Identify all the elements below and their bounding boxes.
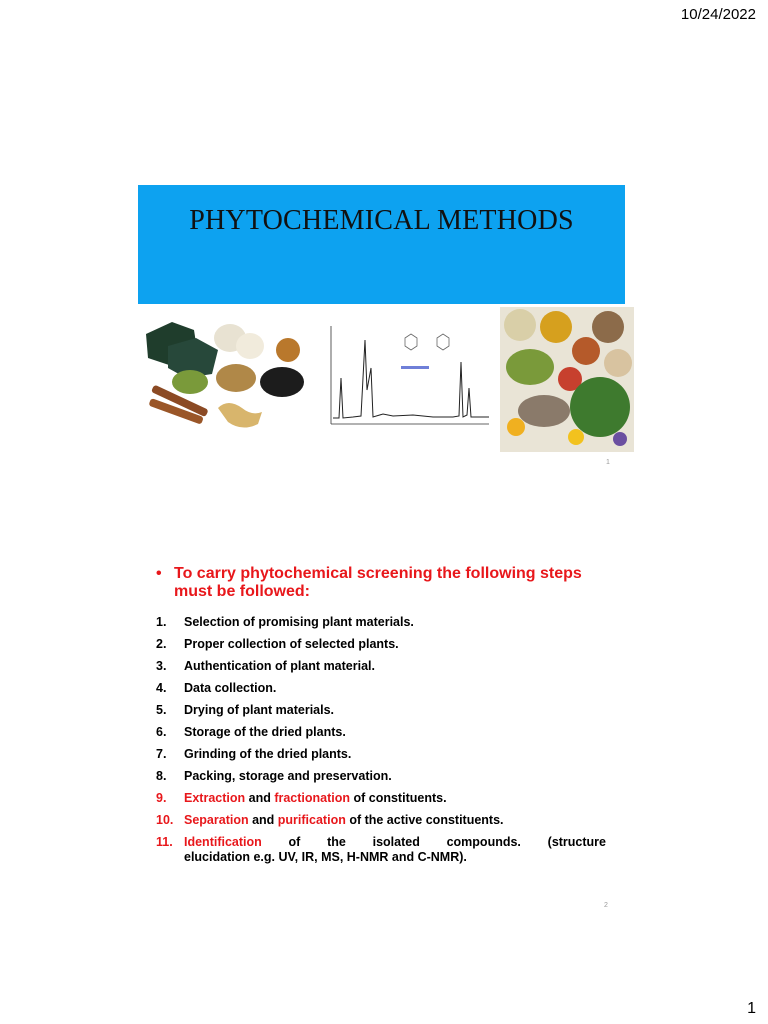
list-item: 8. Packing, storage and preservation. bbox=[156, 769, 392, 783]
list-item: 1. Selection of promising plant materials. bbox=[156, 615, 414, 629]
slide-number-2: 2 bbox=[604, 902, 608, 909]
list-item: 5. Drying of plant materials. bbox=[156, 703, 335, 717]
slide-number-1: 1 bbox=[606, 459, 610, 466]
steps-heading: • To carry phytochemical screening the following steps must be followed: bbox=[156, 565, 582, 600]
herbs-image bbox=[500, 307, 634, 452]
list-item: 4. Data collection. bbox=[156, 681, 277, 695]
list-item: 3. Authentication of plant material. bbox=[156, 659, 375, 673]
list-item: 7. Grinding of the dried plants. bbox=[156, 747, 352, 761]
title-banner bbox=[138, 185, 625, 304]
list-item: 2. Proper collection of selected plants. bbox=[156, 637, 399, 651]
list-item: 11. Identification of the isolated compounds. (structure elucidation e.g. UV, IR, MS, H-NMR and C-NMR). bbox=[156, 835, 606, 864]
page-number: 1 bbox=[747, 1000, 756, 1017]
slide-title: PHYTOCHEMICAL METHODS bbox=[189, 205, 574, 236]
bullet-icon: • bbox=[156, 565, 162, 582]
chromatogram-image bbox=[313, 318, 493, 442]
steps-list bbox=[156, 615, 606, 875]
list-item: 9. Extraction and fractionation of constituents. bbox=[156, 791, 447, 805]
list-item: 10. Separation and purification of the active constituents. bbox=[156, 813, 504, 827]
print-date: 10/24/2022 bbox=[680, 6, 756, 23]
spices-image bbox=[138, 316, 308, 440]
list-item: 6. Storage of the dried plants. bbox=[156, 725, 346, 739]
